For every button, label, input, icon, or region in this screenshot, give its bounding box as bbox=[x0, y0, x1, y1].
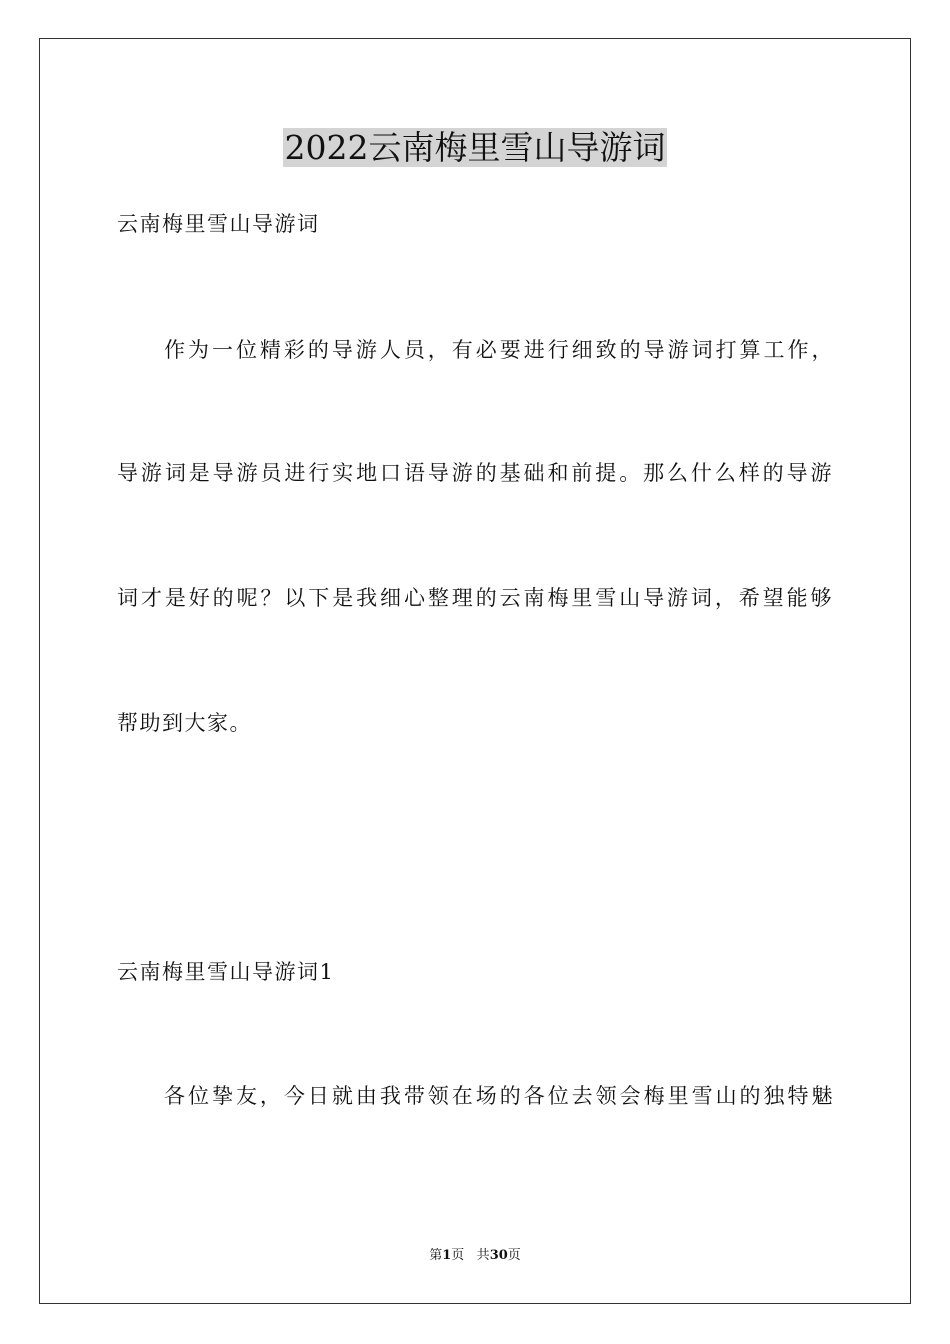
paragraph-line: 各位挚友，今日就由我带领在场的各位去领会梅里雪山的独特魅 bbox=[164, 1084, 834, 1108]
section-heading: 云南梅里雪山导游词1 bbox=[117, 960, 335, 984]
document-title-text: 2022云南梅里雪山导游词 bbox=[284, 128, 666, 167]
paragraph-line: 帮助到大家。 bbox=[117, 711, 252, 735]
footer-page-suffix: 页 bbox=[451, 1248, 465, 1263]
footer-total-suffix: 页 bbox=[507, 1248, 521, 1263]
paragraph-line: 词才是好的呢？以下是我细心整理的云南梅里雪山导游词，希望能够 bbox=[117, 586, 833, 610]
page-footer bbox=[0, 1247, 950, 1265]
footer-page-prefix: 第 bbox=[429, 1248, 443, 1263]
footer-total-prefix: 共 bbox=[476, 1248, 490, 1263]
document-subtitle: 云南梅里雪山导游词 bbox=[117, 212, 320, 236]
footer-total-pages: 30 bbox=[489, 1248, 508, 1263]
footer-page-number: 1 bbox=[442, 1248, 452, 1263]
paragraph-line: 导游词是导游员进行实地口语导游的基础和前提。那么什么样的导游 bbox=[117, 461, 833, 485]
document-title bbox=[0, 126, 950, 170]
paragraph-line: 作为一位精彩的导游人员，有必要进行细致的导游词打算工作， bbox=[164, 338, 834, 362]
